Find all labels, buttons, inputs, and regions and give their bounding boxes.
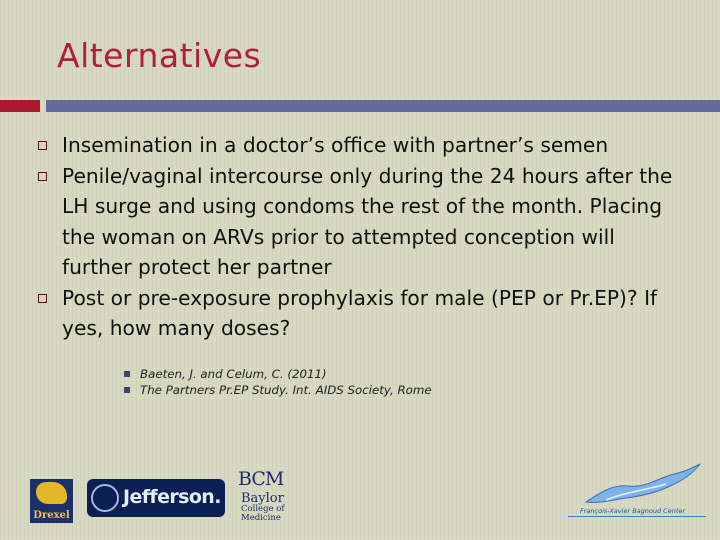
- fxb-divider: [568, 516, 706, 523]
- dragon-icon: [36, 482, 67, 504]
- jefferson-wordmark: Jefferson.: [123, 486, 221, 508]
- reference-item: [124, 382, 432, 398]
- drexel-wordmark: Drexel: [33, 510, 70, 521]
- bullet-square-icon: [38, 141, 47, 150]
- reference-item: [124, 366, 432, 382]
- africa-map-icon: [566, 462, 708, 510]
- bcm-abbr: BCM: [238, 468, 284, 490]
- bcm-line3: Medicine: [241, 513, 281, 523]
- bullet-item: [30, 161, 700, 283]
- bullet-text: Penile/vaginal intercourse only during the 24 hours after the LH surge and using condoms the rest of the month. Placing the woman on ARVs prior to attempted conception will further protect her partner: [62, 163, 673, 279]
- bullet-item: [30, 130, 700, 161]
- bcm-lines: [241, 505, 285, 523]
- baylor-logo: [238, 468, 286, 528]
- bullet-text: Post or pre-exposure prophylaxis for male (PEP or Pr.EP)? If yes, how many doses?: [62, 285, 658, 340]
- sub-bullet-icon: [124, 387, 130, 393]
- bullet-square-icon: [38, 294, 47, 303]
- fxb-wordmark: François-Xavier Bagnoud Center: [580, 507, 686, 515]
- bullet-text: Insemination in a doctor’s office with partner’s semen: [62, 133, 609, 157]
- reference-list: [124, 366, 432, 398]
- bullet-item: [30, 283, 700, 344]
- bcm-line1: Baylor: [241, 491, 284, 506]
- bullet-square-icon: [38, 172, 47, 181]
- reference-text: The Partners Pr.EP Study. Int. AIDS Society, Rome: [140, 383, 432, 397]
- jefferson-logo: [87, 479, 225, 517]
- drexel-logo: [30, 479, 73, 523]
- bullet-list: [30, 130, 700, 344]
- slide-title: Alternatives: [57, 36, 262, 75]
- fxb-center-logo: [566, 462, 708, 526]
- reference-text: Baeten, J. and Celum, C. (2011): [140, 367, 327, 381]
- title-rule-red: [0, 100, 40, 112]
- title-rule-blue: [46, 100, 720, 112]
- seal-icon: [91, 484, 119, 512]
- sub-bullet-icon: [124, 371, 130, 377]
- bcm-line2: College of: [241, 504, 285, 514]
